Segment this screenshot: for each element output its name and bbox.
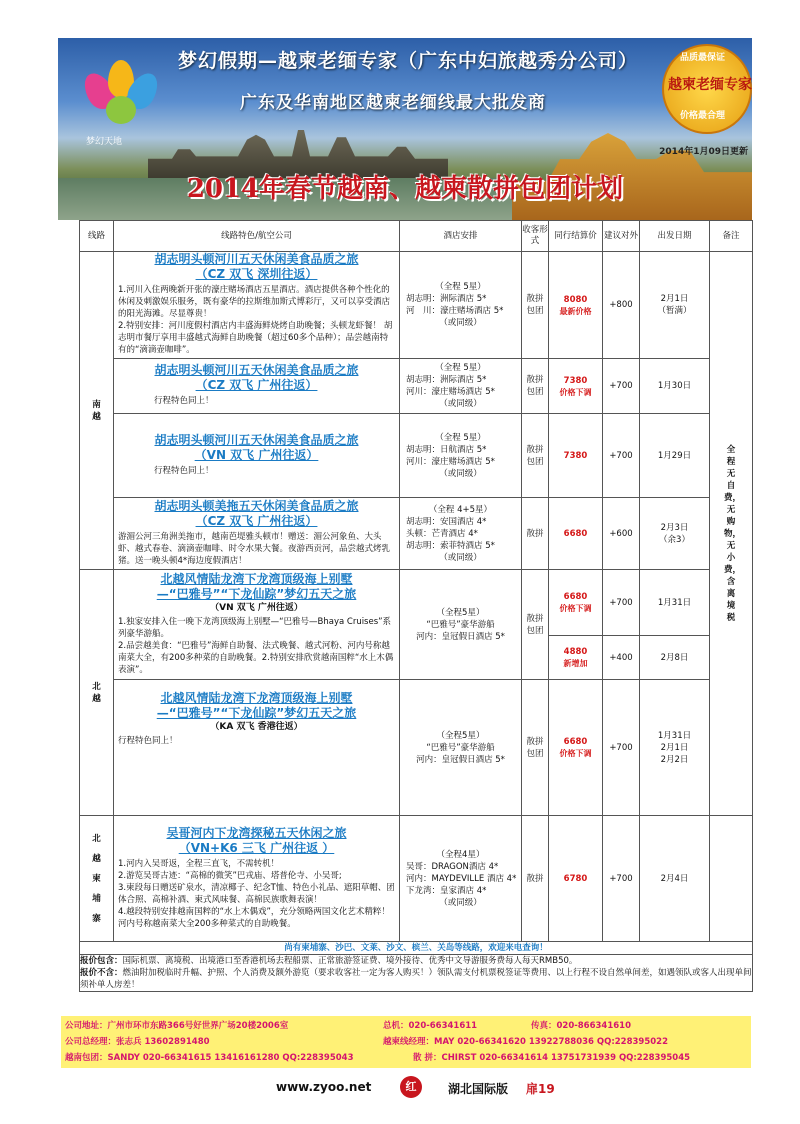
- page-number: 扉19: [526, 1082, 555, 1096]
- service-cell: 散拼: [522, 816, 549, 942]
- region-south-vietnam: 南越: [80, 252, 114, 570]
- logo-caption: 梦幻天地: [86, 137, 123, 147]
- price-cell: [549, 252, 603, 359]
- price-cell: 6780: [549, 816, 603, 942]
- expert-badge: [662, 44, 752, 134]
- price-cell: 6680 价格下调: [549, 570, 603, 636]
- route-desc: 行程特色同上！: [154, 396, 214, 406]
- service-cell: 散拼 包团: [522, 570, 549, 680]
- hotel-note: （或同级）: [439, 318, 482, 328]
- header-features: 线路特色/航空公司: [114, 221, 400, 252]
- route-cell: [114, 414, 400, 498]
- date-cell: 2月8日: [640, 636, 710, 680]
- date-cell: 2月4日: [640, 816, 710, 942]
- hotel-cell: （全程5星） “巴雅号”豪华游船 河内：皇冠假日酒店 5*: [400, 680, 522, 816]
- suggest-cell: +700: [603, 680, 640, 816]
- table-row: [80, 359, 753, 414]
- route-desc: 行程特色同上！: [118, 735, 178, 746]
- route-cell: [114, 680, 400, 816]
- south-group-contact: 越南包团：SANDY 020-66341615 13416161280 QQ:228395043: [65, 1053, 354, 1063]
- date-cell: 1月30日: [640, 359, 710, 414]
- route-cell: [114, 816, 400, 942]
- suggest-cell: +700: [603, 414, 640, 498]
- badge-top-text: 品质最保证: [680, 53, 726, 63]
- more-routes: 尚有柬埔寨、沙巴、文莱、沙文、槟兰、关岛等线路，欢迎来电查询！: [80, 942, 753, 955]
- route-flight: （VN+K6 三飞 广州往返 ）: [178, 840, 335, 855]
- route-desc: 游湄公河三角洲美拖市，越南芭堤雅头顿市！赠送：湄公河象鱼、大头虾、越式春卷、滴滴壶咖啡、时令水果大餐。夜游西贡河，品尝越式烤乳猪。送一晚头顿4*海边度假酒店！: [118, 531, 391, 566]
- badge-main-text: 越柬老缅专家: [668, 77, 752, 93]
- suggest-cell: +700: [603, 359, 640, 414]
- suggest-cell: +700: [603, 816, 640, 942]
- route-title-2: —“巴雅号”“下龙仙踪”梦幻五天之旅: [156, 586, 357, 601]
- table-row: [80, 680, 753, 816]
- company-info: [61, 1016, 751, 1068]
- company-title: 梦幻假期—越柬老缅专家（广东中妇旅越秀分公司）: [178, 50, 639, 72]
- more-routes-row: [80, 942, 753, 955]
- hotel-grade: （全程 5星）: [435, 282, 486, 292]
- header-suggest: 建议对外: [603, 221, 640, 252]
- table-row: [80, 570, 753, 636]
- service-cell: 散拼 包团: [522, 359, 549, 414]
- table-header: [80, 221, 753, 252]
- table-row: [80, 498, 753, 570]
- scatter-contact: 散 拼：CHIRST 020-66341614 13751731939 QQ:228395045: [413, 1053, 691, 1063]
- hotel-line: 河 川：濠庄赌场酒店 5*: [406, 306, 504, 316]
- company-subtitle: 广东及华南地区越柬老缅线最大批发商: [240, 93, 546, 113]
- date-cell: 1月31日 2月1日 2月2日: [640, 680, 710, 816]
- tour-table: [79, 220, 753, 992]
- company-manager: 公司总经理：张志兵 13602891480: [65, 1037, 210, 1047]
- suggest-cell: +800: [603, 252, 640, 359]
- route-cell: [114, 359, 400, 414]
- service-cell: 散拼 包团: [522, 252, 549, 359]
- service-cell: 散拼 包团: [522, 680, 549, 816]
- publication-seal-icon: 红: [400, 1076, 422, 1098]
- region-north-vietnam: 北越: [80, 570, 114, 816]
- header-service: 收客形式: [522, 221, 549, 252]
- route-flight: （VN 双飞 广州往返）: [210, 602, 303, 613]
- badge-bottom-text: 价格最合理: [680, 111, 726, 121]
- date-cell: 1月31日: [640, 570, 710, 636]
- date-cell: 2月3日 （余3）: [640, 498, 710, 570]
- route-cell: [114, 498, 400, 570]
- company-fax: 传真：020-866341610: [531, 1021, 631, 1031]
- route-title[interactable]: 北越风情陆龙湾下龙湾顶级海上别墅: [160, 690, 353, 705]
- route-flight: （CZ 双飞 深圳往返）: [195, 267, 318, 281]
- remark-cell: 全程无自费，无购物，无小费，含离境税: [710, 252, 753, 816]
- service-cell: 散拼: [522, 498, 549, 570]
- route-title[interactable]: 胡志明头顿河川五天休闲美食品质之旅: [154, 363, 359, 377]
- route-title[interactable]: 胡志明头顿河川五天休闲美食品质之旅: [154, 432, 359, 447]
- suggest-cell: +400: [603, 636, 640, 680]
- route-desc: 1.河川入住两晚新开张的濠庄赌场酒店五星酒店。酒店提供各种个性化的休闲及刺激娱乐服务，既有豪华的拉斯维加斯式博彩厅，又可以享受酒店的阳光海滩。尽显尊贵！ 2.特别安排：河川度假村酒店内丰盛海鲜烧烤自助晚餐；头顿龙虾餐！ 胡志明市餐厅享用丰盛越式海鲜自助晚餐（超过60多个品种）；品尝越南特有的“滴滴壶咖啡”。: [118, 285, 393, 355]
- route-cell: [114, 252, 400, 359]
- vietnam-manager: 越柬线经理：MAY 020-66341620 13922788036 QQ:228395022: [383, 1037, 668, 1047]
- suggest-cell: +600: [603, 498, 640, 570]
- route-title[interactable]: 吴哥河内下龙湾探秘五天休闲之旅: [166, 825, 347, 840]
- table-row: [80, 414, 753, 498]
- route-title[interactable]: 胡志明头顿河川五天休闲美食品质之旅: [154, 252, 359, 266]
- hotel-cell: （全程5星） “巴雅号”豪华游船 河内：皇冠假日酒店 5*: [400, 570, 522, 680]
- header-date: 出发日期: [640, 221, 710, 252]
- page-title: 2014年春节越南、越柬散拼包团计划: [186, 174, 624, 204]
- price-terms-row: [80, 955, 753, 992]
- region-north-vietnam-cambodia: 北越柬埔寨: [80, 816, 114, 942]
- edition-name: 湖北国际版: [448, 1082, 509, 1096]
- price-note: 最新价格: [559, 306, 592, 316]
- company-tel: 总机：020-66341611: [383, 1021, 478, 1031]
- brochure-page: [58, 0, 752, 1124]
- date-cell: 2月1日 （暂满）: [640, 252, 710, 359]
- header-price: 同行结算价: [549, 221, 603, 252]
- hotel-cell: （全程 4+5星） 胡志明：安国酒店 4* 头顿：芒青酒店 4* 胡志明：索菲特酒店 5* （或同级）: [400, 498, 522, 570]
- route-title[interactable]: 北越风情陆龙湾下龙湾顶级海上别墅: [160, 571, 353, 586]
- route-flight: （CZ 双飞 广州往返）: [195, 513, 318, 528]
- route-flight: （KA 双飞 香港往返）: [210, 721, 303, 732]
- header-hotel: 酒店安排: [400, 221, 522, 252]
- price-cell: 7380 价格下调: [549, 359, 603, 414]
- header-route: 线路: [80, 221, 114, 252]
- route-title-2: —“巴雅号”“下龙仙踪”梦幻五天之旅: [156, 705, 357, 720]
- hotel-cell: （全程 5星） 胡志明：洲际酒店 5* 河川：濠庄赌场酒店 5* （或同级）: [400, 359, 522, 414]
- remark-cell-empty: [710, 816, 753, 942]
- table-row: [80, 252, 753, 359]
- route-title[interactable]: 胡志明头顿美拖五天休闲美食品质之旅: [154, 498, 359, 513]
- route-desc: 行程特色同上！: [154, 465, 214, 476]
- hotel-line: 胡志明：洲际酒店 5*: [406, 294, 487, 304]
- price-terms: 报价包含：国际机票、离境税、出境港口至香港机场去程船票、正常旅游签证费、境外接待、优秀中文导游服务费每人每天RMB50。 报价不含：燃油附加税临时升幅、护照、个人消费及额外游览（要求收客社一定为客人购买！）领队需支付机票税签证等费用、以上行程不设自然单间差，如遇领队或客人出现单间须补单人房差！: [80, 956, 752, 990]
- price-cell: 4880 新增加: [549, 636, 603, 680]
- suggest-cell: +700: [603, 570, 640, 636]
- route-desc: 1.独家安排入住一晚下龙湾顶级海上别墅—“巴雅号—Bhaya Cruises”系列豪华游船。 2.品尝越美食：“巴雅号”海鲜自助餐、法式晚餐、越式河粉、河内号称越南菜大全，有200多种菜的自助晚餐。2.特别安排欣赏越南国粹“水上木偶表演”。: [118, 616, 394, 675]
- company-address: 公司地址：广州市环市东路366号好世界广场20楼2006室: [65, 1021, 289, 1031]
- price-cell: 7380: [549, 414, 603, 498]
- price-includes: 国际机票、离境税、出境港口至香港机场去程船票、正常旅游签证费、境外接待、优秀中文导游服务费每人每天RMB50。: [122, 956, 578, 966]
- hotel-cell: （全程4星） 吴哥：DRAGON酒店 4* 河内：MAYDEVILLE 酒店 4* 下龙湾：皇家酒店 4* （或同级）: [400, 816, 522, 942]
- route-desc: 1.河内入吴哥返，全程三直飞，不需转机！ 2.游览吴哥古迹：“高棉的微笑”巴戎庙、塔普伦寺、小吴哥; 3.柬段每日赠送矿泉水，清凉椰子、纪念T恤、特色小礼品、遮阳草帽、团体合照、高棉补酒、柬式风味餐、高棉民族歌舞表演！ 4.越段特别安排越南国粹的“水上木偶戏”，充分领略两国文化艺术精粹！河内号称越南菜大全200多种菜式的自助晚餐。: [118, 858, 395, 929]
- hotel-cell: （全程 5星） 胡志明：日航酒店 5* 河川：濠庄赌场酒店 5* （或同级）: [400, 414, 522, 498]
- company-logo: [76, 52, 168, 152]
- table-row: [80, 816, 753, 942]
- price-cell: 6680 价格下调: [549, 680, 603, 816]
- price: 8080: [563, 294, 588, 305]
- route-flight: （CZ 双飞 广州往返）: [195, 378, 318, 392]
- route-cell: [114, 570, 400, 680]
- hotel-cell: [400, 252, 522, 359]
- date-cell: 1月29日: [640, 414, 710, 498]
- route-flight: （VN 双飞 广州往返）: [194, 447, 319, 462]
- header-remark: 备注: [710, 221, 753, 252]
- service-cell: 散拼 包团: [522, 414, 549, 498]
- update-date: 2014年1月09日更新: [659, 147, 748, 157]
- price-excludes: 燃油附加税临时升幅、护照、个人消费及额外游览（要求收客社一定为客人购买！）领队需支付机票税签证等费用、以上行程不设自然单间差，如遇领队或客人出现单间须补单人房差！: [80, 968, 752, 990]
- website-link[interactable]: www.zyoo.net: [276, 1080, 372, 1094]
- price-cell: 6680: [549, 498, 603, 570]
